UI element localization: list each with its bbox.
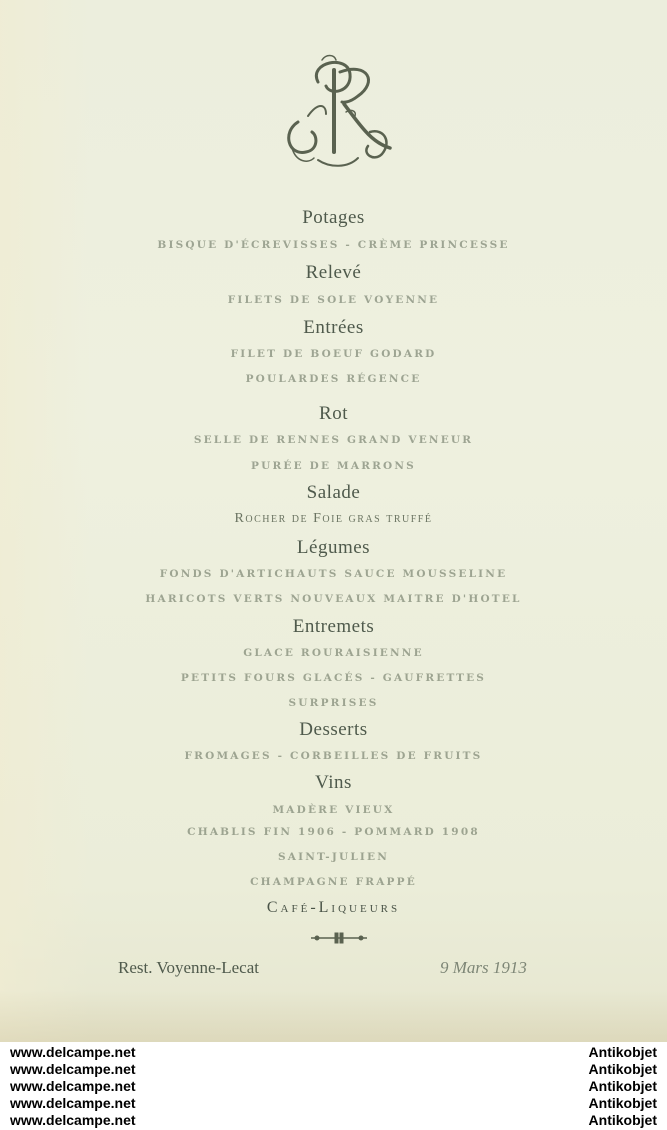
menu-date: 9 Mars 1913 <box>440 958 527 977</box>
section-heading: Vins <box>315 772 352 793</box>
section-heading: Rot <box>319 403 348 424</box>
menu-item: SELLE DE RENNES GRAND VENEUR <box>193 434 474 446</box>
watermark-strip <box>0 1044 667 1130</box>
menu-item: Rocher de Foie gras truffé <box>234 511 433 526</box>
watermark-site: www.delcampe.net <box>10 1078 136 1094</box>
menu-item: HARICOTS VERTS NOUVEAUX MAITRE D'HOTEL <box>145 593 522 605</box>
menu-item: PETITS FOURS GLACÉS - GAUFRETTES <box>180 672 487 684</box>
watermark-seller: Antikobjet <box>588 1061 657 1077</box>
watermark-site: www.delcampe.net <box>10 1044 136 1060</box>
section-heading: Entrées <box>303 317 364 338</box>
menu-item: CHAMPAGNE FRAPPÉ <box>250 876 417 888</box>
section-heading: Desserts <box>299 719 368 740</box>
section-heading: Salade <box>306 482 361 503</box>
menu-item: FILETS DE SOLE VOYENNE <box>227 294 440 306</box>
watermark-seller: Antikobjet <box>588 1112 657 1128</box>
menu-item: MADÈRE VIEUX <box>272 804 395 816</box>
section-heading: Entremets <box>292 616 375 637</box>
menu-item: SAINT-JULIEN <box>277 851 390 863</box>
watermark-row <box>0 1112 667 1129</box>
menu-item: FROMAGES - CORBEILLES DE FRUITS <box>184 750 483 762</box>
paper-stain <box>0 990 667 1042</box>
monogram-emblem <box>278 52 400 174</box>
menu-item: CHABLIS FIN 1906 - POMMARD 1908 <box>187 826 480 838</box>
watermark-site: www.delcampe.net <box>10 1112 136 1128</box>
menu-item: POULARDES RÉGENCE <box>245 373 422 385</box>
menu-item: SURPRISES <box>288 697 379 709</box>
closing-line: Café-Liqueurs <box>266 899 401 916</box>
watermark-row <box>0 1061 667 1078</box>
menu-item: BISQUE D'ÉCREVISSES - CRÈME PRINCESSE <box>157 239 510 251</box>
ornament-rule <box>309 930 369 944</box>
section-heading: Légumes <box>296 537 371 558</box>
menu-item: GLACE ROURAISIENNE <box>243 647 424 659</box>
section-heading: Potages <box>302 207 365 228</box>
watermark-site: www.delcampe.net <box>10 1095 136 1111</box>
menu-item: FONDS D'ARTICHAUTS SAUCE MOUSSELINE <box>159 568 508 580</box>
restaurant-name: Rest. Voyenne-Lecat <box>118 958 259 977</box>
watermark-seller: Antikobjet <box>588 1044 657 1060</box>
menu-item: PURÉE DE MARRONS <box>251 460 416 472</box>
watermark-seller: Antikobjet <box>588 1078 657 1094</box>
watermark-site: www.delcampe.net <box>10 1061 136 1077</box>
watermark-row <box>0 1095 667 1112</box>
watermark-row <box>0 1044 667 1061</box>
watermark-seller: Antikobjet <box>588 1095 657 1111</box>
menu-item: FILET DE BOEUF GODARD <box>230 348 437 360</box>
watermark-row <box>0 1078 667 1095</box>
section-heading: Relevé <box>305 262 362 283</box>
